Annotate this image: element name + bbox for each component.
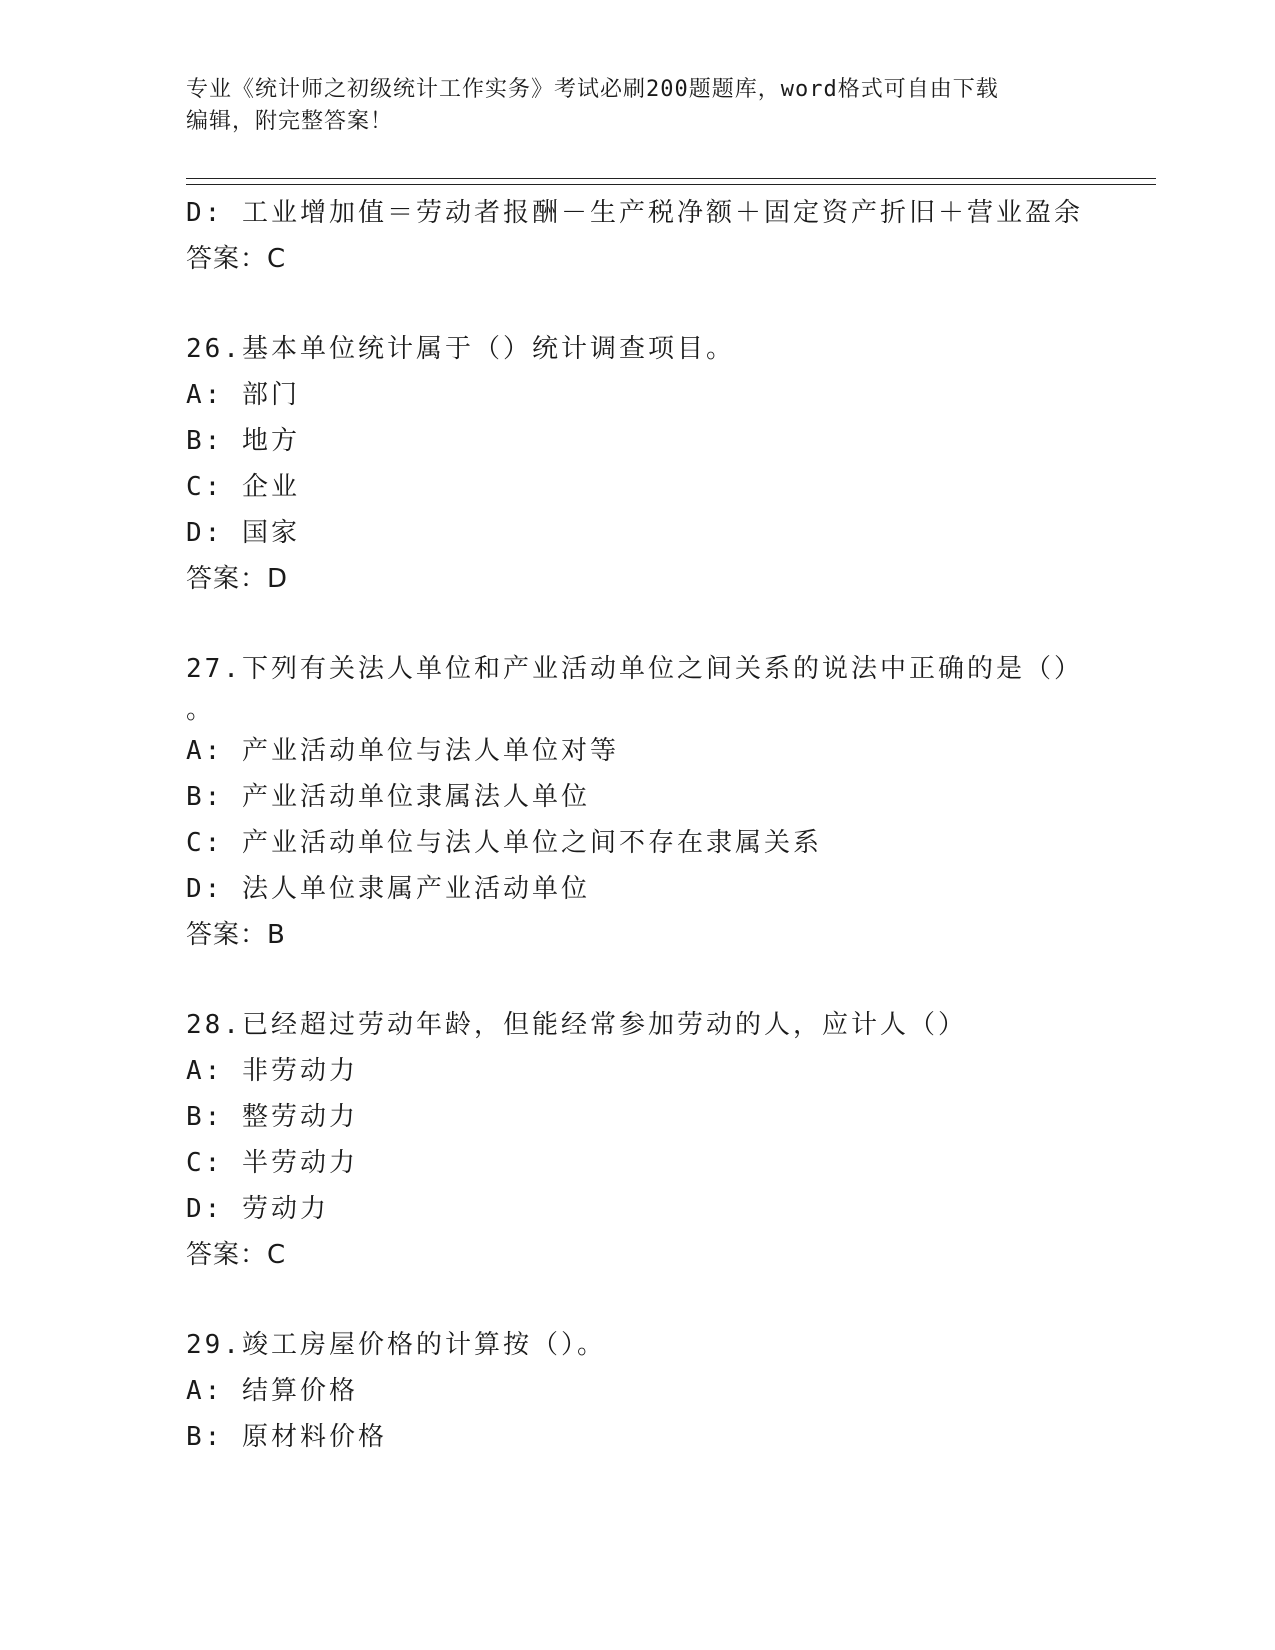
question-29 bbox=[186, 1322, 1156, 1460]
answer-label: 答案：C bbox=[186, 1240, 287, 1270]
option-d: D: 法人单位隶属产业活动单位 bbox=[186, 874, 590, 904]
answer-label: 答案：B bbox=[186, 920, 286, 950]
question-27 bbox=[186, 646, 1156, 958]
header-divider bbox=[186, 178, 1156, 185]
option-c: C: 企业 bbox=[186, 472, 300, 502]
option-a: A: 部门 bbox=[186, 380, 300, 410]
header-line-2: 编辑，附完整答案！ bbox=[186, 109, 394, 134]
header-line-1: 专业《统计师之初级统计工作实务》考试必刷200题题库，word格式可自由下载 bbox=[186, 77, 999, 102]
option-b: B: 整劳动力 bbox=[186, 1102, 358, 1132]
option-c: C: 产业活动单位与法人单位之间不存在隶属关系 bbox=[186, 828, 822, 858]
answer-label: 答案：D bbox=[186, 564, 289, 594]
question-28 bbox=[186, 1002, 1156, 1278]
option-a: A: 结算价格 bbox=[186, 1376, 358, 1406]
answer-label: 答案：C bbox=[186, 244, 287, 274]
option-d: D: 工业增加值＝劳动者报酬－生产税净额＋固定资产折旧＋营业盈余 bbox=[186, 198, 1083, 228]
option-d: D: 国家 bbox=[186, 518, 300, 548]
option-a: A: 非劳动力 bbox=[186, 1056, 358, 1086]
option-b: B: 原材料价格 bbox=[186, 1422, 387, 1452]
question-25-tail bbox=[186, 190, 1156, 282]
question-list bbox=[186, 190, 1156, 1460]
option-a: A: 产业活动单位与法人单位对等 bbox=[186, 736, 619, 766]
document-header bbox=[186, 74, 1086, 138]
question-26 bbox=[186, 326, 1156, 602]
question-stem: 28.已经超过劳动年龄，但能经常参加劳动的人，应计人（） bbox=[186, 1010, 967, 1040]
question-stem: 26.基本单位统计属于（）统计调查项目。 bbox=[186, 334, 735, 364]
question-stem: 27.下列有关法人单位和产业活动单位之间关系的说法中正确的是（） bbox=[186, 654, 1083, 684]
option-d: D: 劳动力 bbox=[186, 1194, 329, 1224]
document-page bbox=[186, 0, 1156, 1650]
option-c: C: 半劳动力 bbox=[186, 1148, 358, 1178]
option-b: B: 地方 bbox=[186, 426, 300, 456]
question-stem-continuation: 。 bbox=[186, 695, 213, 725]
option-b: B: 产业活动单位隶属法人单位 bbox=[186, 782, 590, 812]
question-stem: 29.竣工房屋价格的计算按（）。 bbox=[186, 1330, 606, 1360]
